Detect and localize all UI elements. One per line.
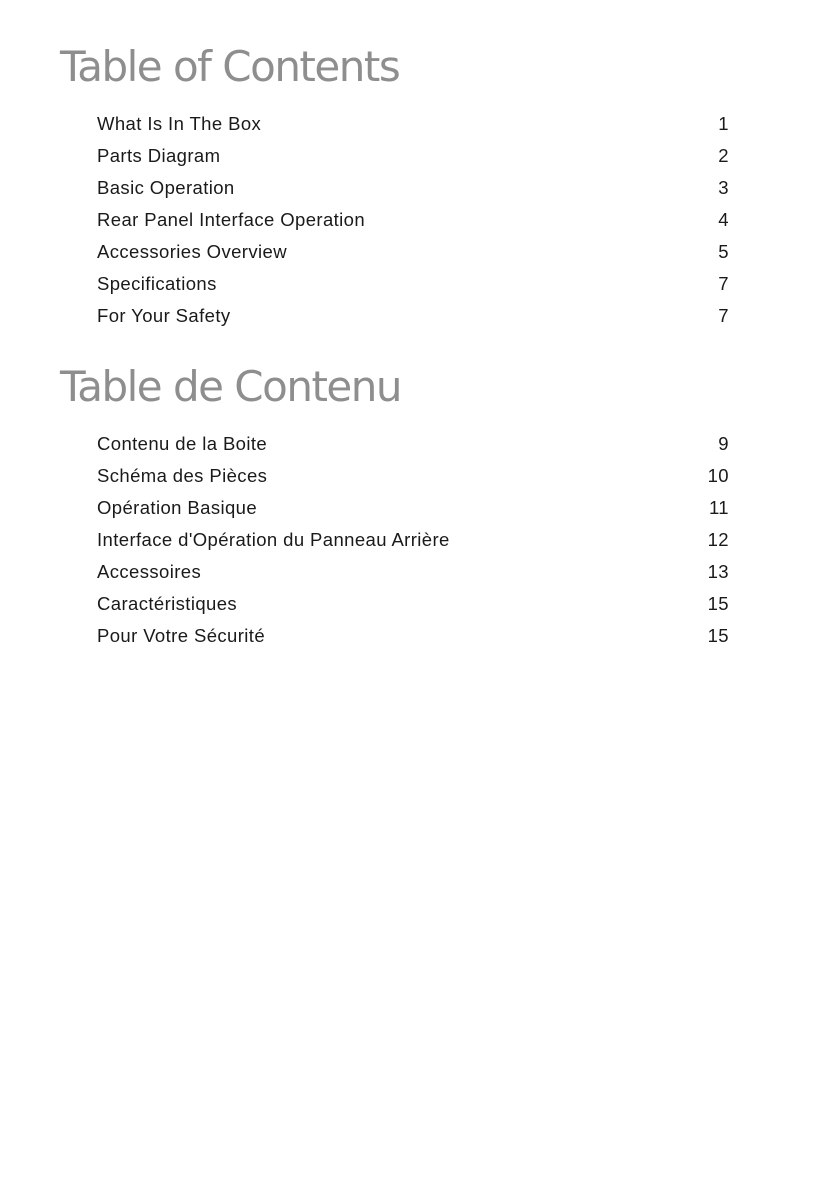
toc-entry-page: 12	[707, 529, 729, 550]
toc-entry[interactable]	[97, 462, 734, 494]
toc-entry[interactable]	[97, 622, 734, 654]
toc-list-english	[97, 110, 734, 334]
toc-entry-page: 9	[718, 433, 729, 454]
toc-heading-french: Table de Contenu	[60, 362, 401, 411]
toc-entry-page: 5	[718, 241, 729, 262]
toc-entry-label: Basic Operation	[97, 177, 235, 198]
toc-entry-label: What Is In The Box	[97, 113, 262, 134]
toc-heading-english: Table of Contents	[60, 42, 400, 91]
toc-entry[interactable]	[97, 110, 734, 142]
toc-entry-label: Interface d'Opération du Panneau Arrière	[97, 529, 450, 550]
toc-entry-label: Specifications	[97, 273, 217, 294]
toc-entry-label: Schéma des Pièces	[97, 465, 268, 486]
toc-entry-page: 10	[707, 465, 729, 486]
toc-entry[interactable]	[97, 270, 734, 302]
toc-entry-label: Pour Votre Sécurité	[97, 625, 266, 646]
toc-entry[interactable]	[97, 526, 734, 558]
toc-entry-page: 11	[708, 497, 729, 518]
toc-entry-label: Contenu de la Boite	[97, 433, 268, 454]
toc-entry[interactable]	[97, 302, 734, 334]
toc-entry-page: 15	[707, 625, 729, 646]
toc-entry-label: For Your Safety	[97, 305, 231, 326]
toc-entry-label: Rear Panel Interface Operation	[97, 209, 366, 230]
toc-entry[interactable]	[97, 174, 734, 206]
toc-entry[interactable]	[97, 590, 734, 622]
toc-entry[interactable]	[97, 238, 734, 270]
toc-entry-label: Caractéristiques	[97, 593, 238, 614]
toc-entry-page: 15	[707, 593, 729, 614]
toc-entry[interactable]	[97, 206, 734, 238]
toc-entry-page: 3	[718, 177, 729, 198]
toc-entry-label: Parts Diagram	[97, 145, 221, 166]
toc-entry-page: 2	[718, 145, 729, 166]
toc-entry[interactable]	[97, 430, 734, 462]
toc-entry-page: 7	[718, 273, 729, 294]
toc-entry[interactable]	[97, 142, 734, 174]
toc-entry-page: 1	[718, 113, 729, 134]
toc-entry-page: 4	[718, 209, 729, 230]
toc-entry-label: Accessoires	[97, 561, 202, 582]
toc-entry-page: 13	[707, 561, 729, 582]
toc-entry[interactable]	[97, 494, 734, 526]
toc-entry[interactable]	[97, 558, 734, 590]
toc-list-french	[97, 430, 734, 654]
toc-entry-label: Accessories Overview	[97, 241, 287, 262]
toc-entry-page: 7	[718, 305, 729, 326]
toc-entry-label: Opération Basique	[97, 497, 258, 518]
